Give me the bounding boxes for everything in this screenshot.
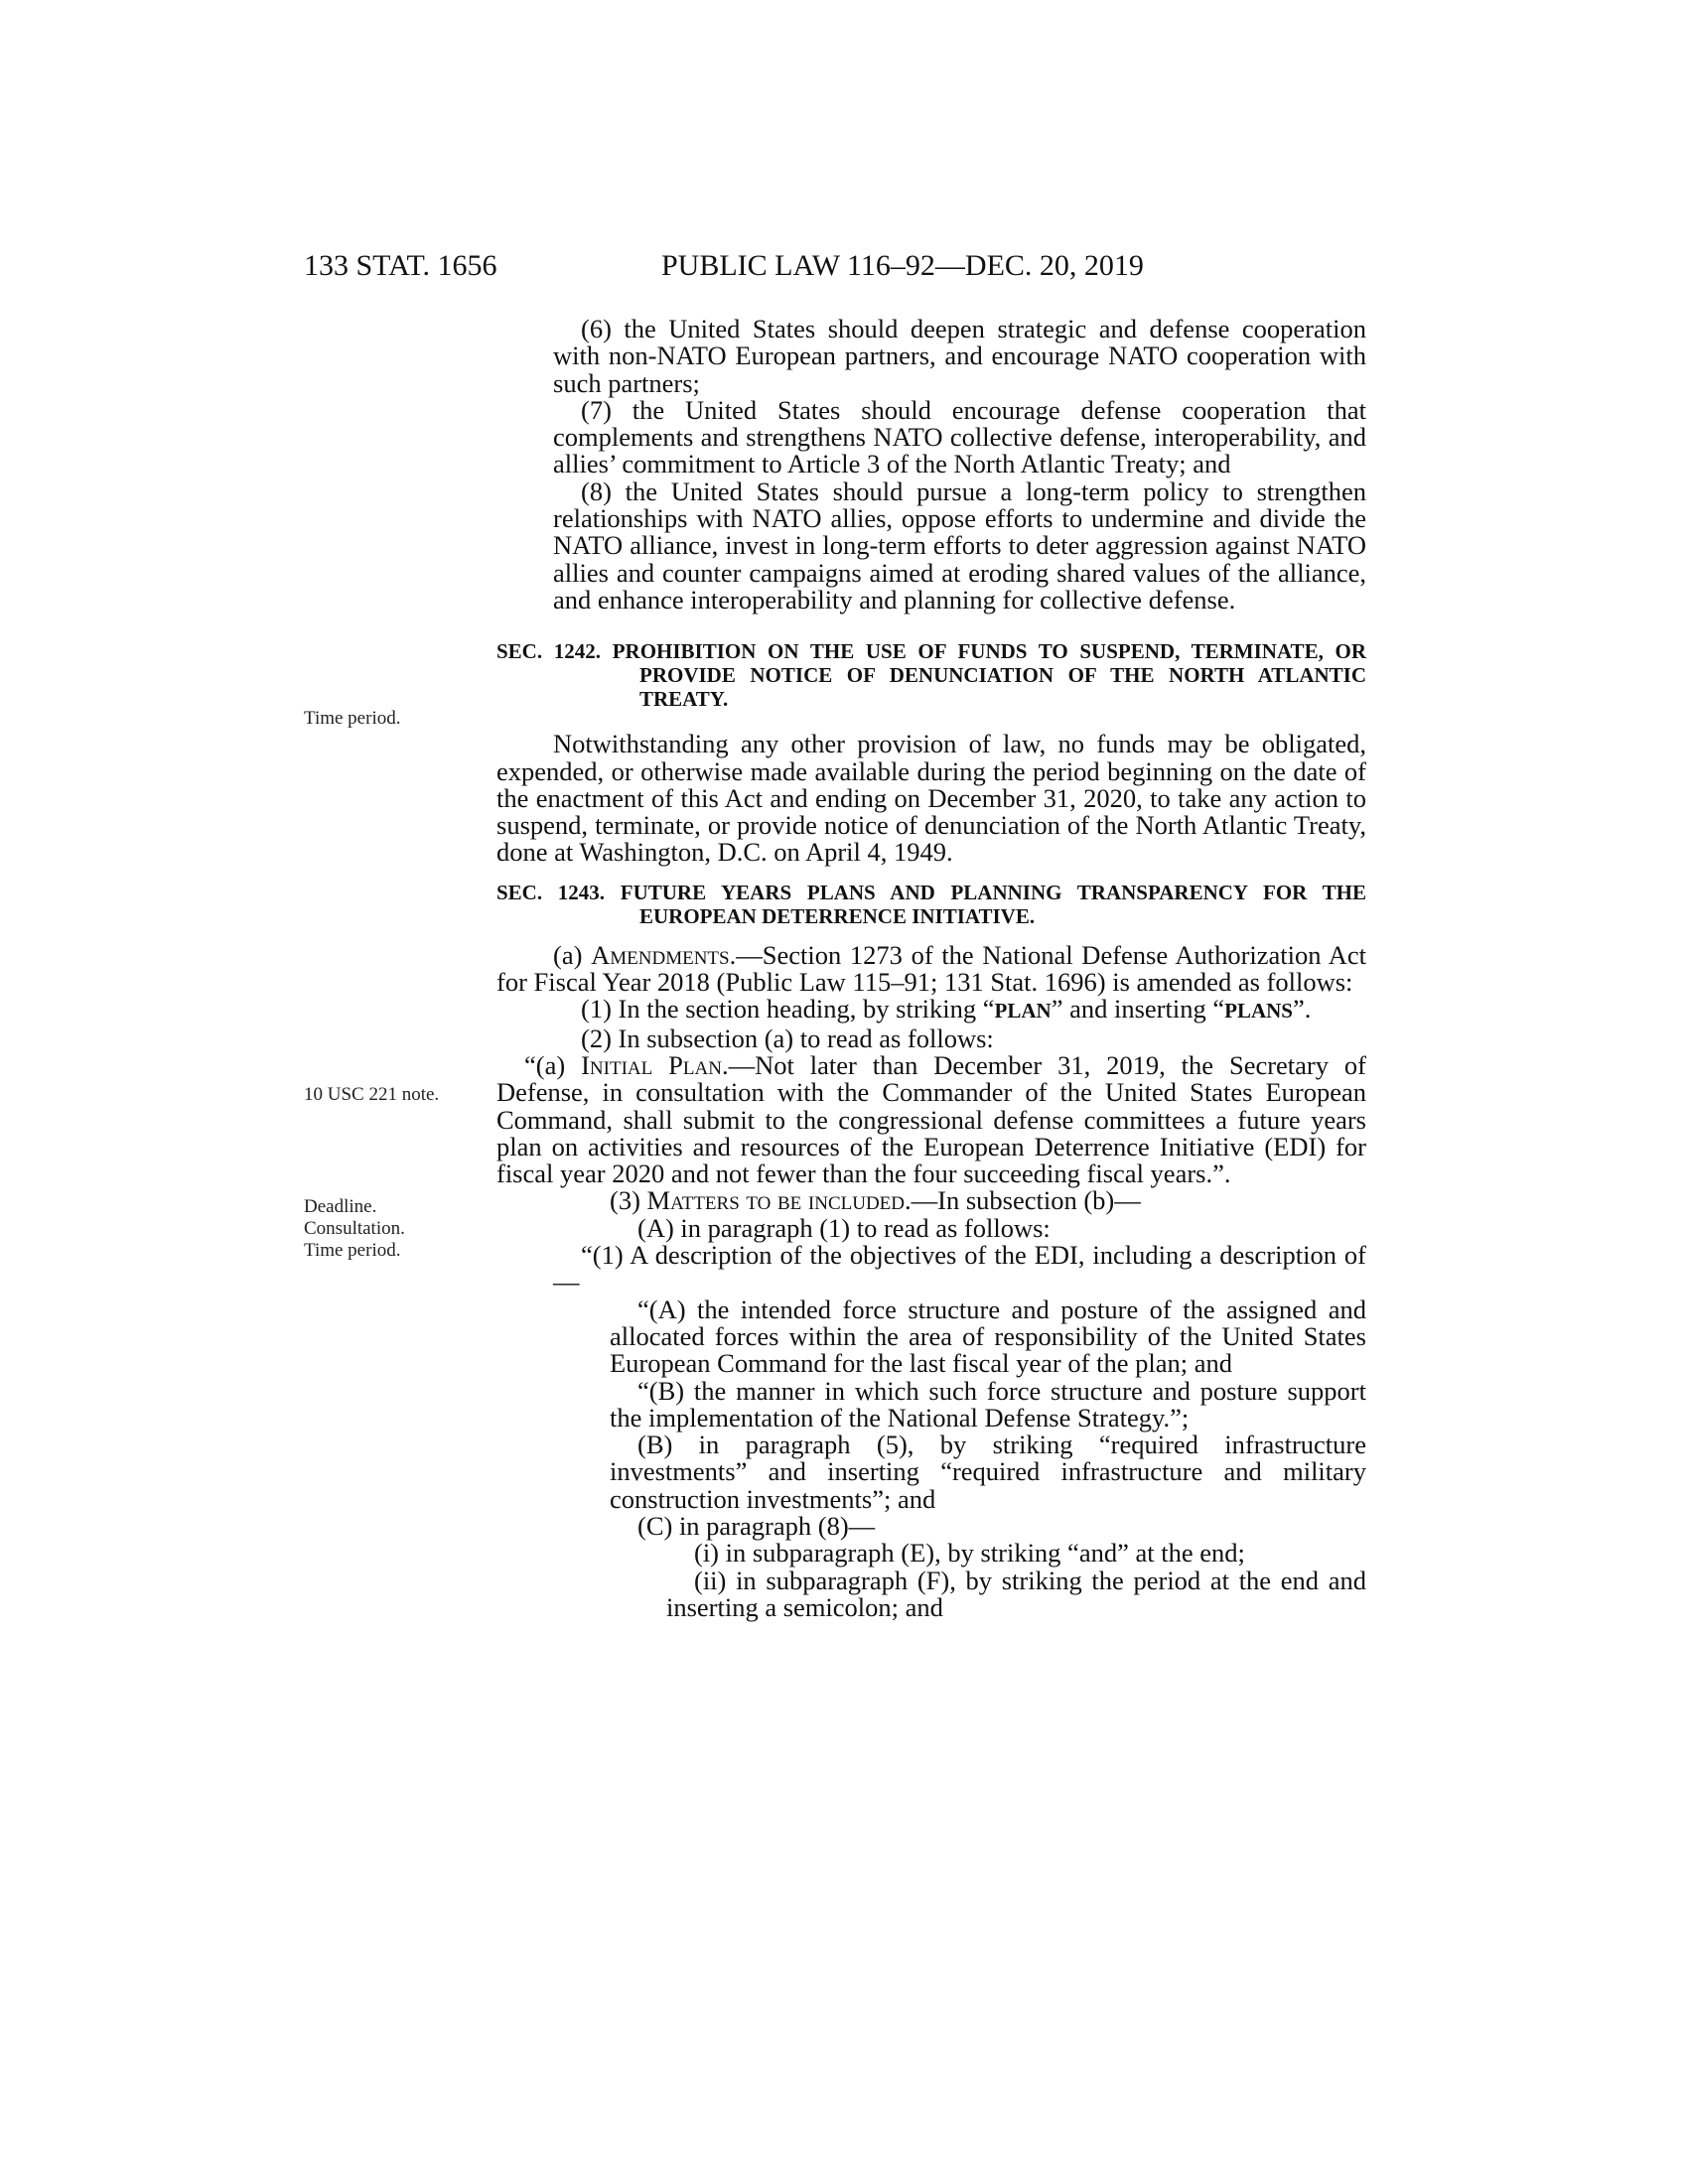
amendment-item-3A: (A) in paragraph (1) to read as follows: bbox=[637, 1212, 1051, 1243]
finding-paragraph-8: (8) the United States should pursue a long-term policy to strengthen relationships with NATO allies, oppose efforts to undermine and divide the NATO alliance, invest in long-term efforts to deter aggression against NATO allies and counter campaigns aimed at eroding shared values of the alliance, and enhance interoperability and planning for collective defense. bbox=[553, 476, 1366, 614]
subsection-a-caption: Amendments. bbox=[591, 939, 737, 970]
section-1243-heading: SEC. 1243. FUTURE YEARS PLANS AND PLANNING TRANSPARENCY FOR THE EUROPEAN DETERRENCE INITIATIVE. bbox=[496, 880, 1366, 928]
finding-paragraph-6: (6) the United States should deepen strategic and defense cooperation with non-NATO European partners, and encourage NATO cooperation with such partners; bbox=[553, 314, 1366, 398]
item-1-inserted-term: PLANS bbox=[1224, 999, 1293, 1024]
item-1-text-start: (1) In the section heading, by striking “ bbox=[581, 994, 995, 1024]
quoted-subsection-a bbox=[496, 1049, 1366, 1189]
section-1242-text: Notwithstanding any other provision of law, no funds may be obligated, expended, or otherwise made available during the period beginning on the date of the enactment of this Act and ending on December 31, 2020, to take any action to suspend, terminate, or provide notice of denunciation of the North Atlantic Treaty, done at Washington, D.C. on April 4, 1949. bbox=[496, 729, 1366, 868]
finding-paragraph-7: (7) the United States should encourage defense cooperation that complements and strengthens NATO collective defense, interoperability, and allies’ commitment to Article 3 of the North Atlantic Treaty; and bbox=[553, 394, 1366, 479]
subsection-a-text: —Section 1273 of the National Defense Authorization Act for Fiscal Year 2018 (Public Law 115–91; 131 Stat. 1696) is amended as follows: bbox=[496, 939, 1366, 998]
quoted-subsection-a-text: —Not later than December 31, 2019, the Secretary of Defense, in consultation with the Commander of the United States European Command, shall submit to the congressional defense committees a future years plan on activities and resources of the European Deterrence Initiative (EDI) for fiscal year 2020 and not fewer than the four succeeding fiscal years.”. bbox=[496, 1049, 1366, 1189]
section-1242-heading: SEC. 1242. PROHIBITION ON THE USE OF FUNDS TO SUSPEND, TERMINATE, OR PROVIDE NOTICE OF DENUNCIATION OF THE NORTH ATLANTIC TREATY. bbox=[496, 639, 1366, 712]
margin-note-line: Time period. bbox=[304, 708, 401, 729]
amendment-item-2: (2) In subsection (a) to read as follows: bbox=[581, 1023, 994, 1053]
item-3-caption: Matters to be included. bbox=[646, 1185, 912, 1216]
page-stat-citation: 133 STAT. 1656 bbox=[304, 249, 497, 282]
amendment-item-3C-i: (i) in subparagraph (E), by striking “and” at the end; bbox=[694, 1538, 1245, 1569]
item-1-struck-term: PLAN bbox=[994, 999, 1052, 1024]
subsection-a-label: (a) bbox=[553, 939, 583, 970]
margin-note-line: Consultation. bbox=[304, 1218, 405, 1239]
item-3-label: (3) bbox=[610, 1185, 640, 1216]
amendment-item-3C-ii: (ii) in subparagraph (F), by striking the period at the end and inserting a semicolon; and bbox=[666, 1565, 1366, 1622]
quoted-subsection-a-caption: Initial Plan. bbox=[581, 1049, 729, 1080]
margin-note-deadline-group bbox=[304, 1196, 473, 1262]
amendment-item-3C: (C) in paragraph (8)— bbox=[637, 1510, 876, 1541]
subsection-a bbox=[496, 939, 1366, 998]
quoted-subsection-a-label: “(a) bbox=[524, 1049, 566, 1080]
item-3-text: —In subsection (b)— bbox=[911, 1185, 1141, 1216]
margin-note-usc bbox=[304, 1084, 473, 1106]
quoted-subparagraph-B: “(B) the manner in which such force structure and posture support the implementation of the National Defense Strategy.”; bbox=[610, 1375, 1366, 1433]
amendment-item-1 bbox=[496, 996, 1366, 1024]
item-1-text-middle: ” and inserting “ bbox=[1051, 994, 1225, 1024]
margin-note-line: Deadline. bbox=[304, 1196, 377, 1217]
margin-note-line: Time period. bbox=[304, 1240, 401, 1261]
quoted-paragraph-1: “(1) A description of the objectives of the EDI, including a description of— bbox=[553, 1240, 1366, 1297]
quoted-subparagraph-A: “(A) the intended force structure and posture of the assigned and allocated forces within the area of responsibility of the United States European Command for the last fiscal year of the plan; and bbox=[610, 1294, 1366, 1379]
margin-note-time-period bbox=[304, 708, 473, 730]
margin-note-line: 10 USC 221 note. bbox=[304, 1084, 440, 1105]
item-1-text-end: ”. bbox=[1292, 994, 1312, 1024]
document-body bbox=[496, 316, 1366, 1621]
page-running-head: PUBLIC LAW 116–92—DEC. 20, 2019 bbox=[661, 249, 1144, 282]
amendment-item-3B: (B) in paragraph (5), by striking “required infrastructure investments” and inserting “required infrastructure and military construction investments”; and bbox=[610, 1430, 1366, 1514]
amendment-item-3 bbox=[496, 1187, 1366, 1214]
